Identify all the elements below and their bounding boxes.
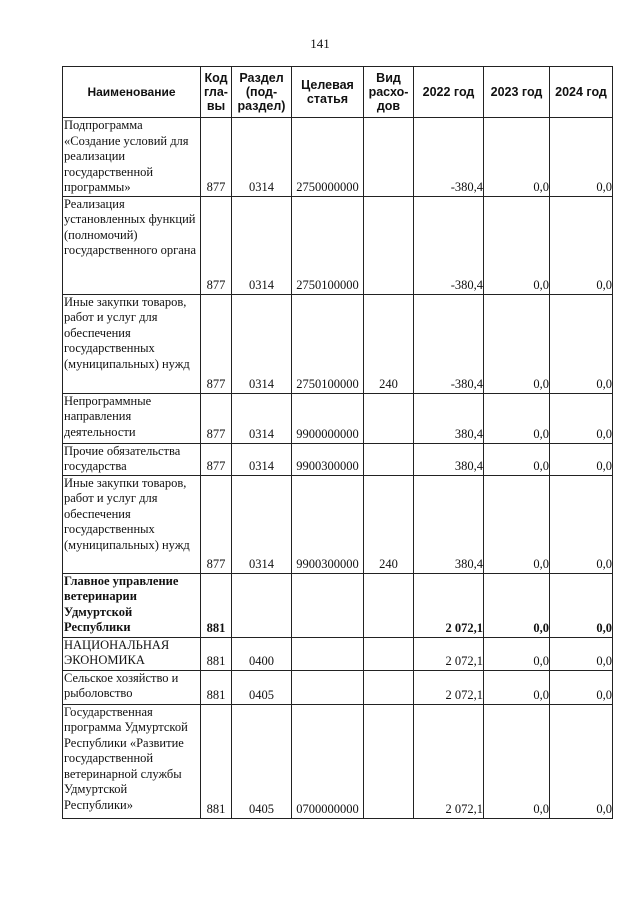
- cell-name: Иные закупки товаров, работ и услуг для обеспечения государственных (муниципальных) нужд: [63, 294, 201, 393]
- cell-target: [292, 670, 364, 704]
- cell-section: 0314: [232, 294, 292, 393]
- cell-target: [292, 637, 364, 670]
- cell-code: 877: [201, 118, 232, 197]
- cell-target: 2750000000: [292, 118, 364, 197]
- cell-section: 0314: [232, 475, 292, 573]
- cell-code: 877: [201, 196, 232, 294]
- cell-target: 2750100000: [292, 294, 364, 393]
- cell-name: Реализация установленных функций (полномочий) государственного органа: [63, 196, 201, 294]
- cell-kind: [364, 637, 414, 670]
- cell-section: 0400: [232, 637, 292, 670]
- cell-y2023: 0,0: [484, 443, 550, 475]
- table-row: [63, 670, 613, 704]
- table-row: [63, 637, 613, 670]
- cell-y2024: 0,0: [550, 196, 613, 294]
- cell-y2022: 2 072,1: [414, 704, 484, 818]
- cell-section: 0314: [232, 196, 292, 294]
- cell-code: 877: [201, 475, 232, 573]
- cell-y2024: 0,0: [550, 704, 613, 818]
- cell-target: 9900000000: [292, 393, 364, 443]
- cell-section: [232, 573, 292, 637]
- cell-y2022: -380,4: [414, 118, 484, 197]
- cell-y2024: 0,0: [550, 443, 613, 475]
- cell-y2024: 0,0: [550, 670, 613, 704]
- cell-section: 0314: [232, 393, 292, 443]
- cell-code: 881: [201, 573, 232, 637]
- cell-target: [292, 573, 364, 637]
- cell-code: 881: [201, 704, 232, 818]
- cell-kind: [364, 670, 414, 704]
- budget-table: [62, 66, 613, 819]
- cell-y2024: 0,0: [550, 118, 613, 197]
- cell-target: 9900300000: [292, 443, 364, 475]
- cell-target: 0700000000: [292, 704, 364, 818]
- cell-y2022: 2 072,1: [414, 670, 484, 704]
- cell-y2023: 0,0: [484, 393, 550, 443]
- cell-code: 881: [201, 637, 232, 670]
- table-row: [63, 573, 613, 637]
- cell-y2023: 0,0: [484, 118, 550, 197]
- cell-y2023: 0,0: [484, 637, 550, 670]
- table-row: [63, 294, 613, 393]
- cell-code: 877: [201, 294, 232, 393]
- cell-kind: [364, 443, 414, 475]
- table-row: [63, 118, 613, 197]
- cell-y2022: -380,4: [414, 196, 484, 294]
- cell-name: Сельское хозяйство и рыболовство: [63, 670, 201, 704]
- cell-section: 0405: [232, 670, 292, 704]
- cell-target: 2750100000: [292, 196, 364, 294]
- cell-name: Иные закупки товаров, работ и услуг для обеспечения государственных (муниципальных) нужд: [63, 475, 201, 573]
- cell-y2023: 0,0: [484, 196, 550, 294]
- header-kind: Вид расхо-дов: [364, 67, 414, 118]
- cell-y2024: 0,0: [550, 393, 613, 443]
- table-row: [63, 704, 613, 818]
- cell-y2022: 380,4: [414, 443, 484, 475]
- table-row: [63, 196, 613, 294]
- table-row: [63, 393, 613, 443]
- cell-y2022: -380,4: [414, 294, 484, 393]
- cell-kind: [364, 118, 414, 197]
- cell-y2024: 0,0: [550, 573, 613, 637]
- cell-y2023: 0,0: [484, 573, 550, 637]
- cell-name: Государственная программа Удмуртской Республики «Развитие государственной ветеринарной службы Удмуртской Республики»: [63, 704, 201, 818]
- cell-y2023: 0,0: [484, 704, 550, 818]
- table-body: [63, 118, 613, 819]
- cell-y2022: 380,4: [414, 475, 484, 573]
- cell-y2022: 380,4: [414, 393, 484, 443]
- cell-name: НАЦИОНАЛЬНАЯ ЭКОНОМИКА: [63, 637, 201, 670]
- header-target: Целевая статья: [292, 67, 364, 118]
- table-row: [63, 443, 613, 475]
- cell-kind: 240: [364, 294, 414, 393]
- cell-y2022: 2 072,1: [414, 573, 484, 637]
- header-2024: 2024 год: [550, 67, 613, 118]
- cell-y2024: 0,0: [550, 637, 613, 670]
- cell-target: 9900300000: [292, 475, 364, 573]
- cell-code: 877: [201, 393, 232, 443]
- cell-section: 0314: [232, 118, 292, 197]
- cell-y2022: 2 072,1: [414, 637, 484, 670]
- header-name: Наименование: [63, 67, 201, 118]
- cell-kind: 240: [364, 475, 414, 573]
- cell-name: Прочие обязательства государства: [63, 443, 201, 475]
- cell-kind: [364, 393, 414, 443]
- cell-name: Подпрограмма «Создание условий для реализации государственной программы»: [63, 118, 201, 197]
- cell-kind: [364, 196, 414, 294]
- page-number: 141: [310, 36, 330, 51]
- table-header-row: [63, 67, 613, 118]
- header-code: Код гла-вы: [201, 67, 232, 118]
- header-2023: 2023 год: [484, 67, 550, 118]
- cell-kind: [364, 573, 414, 637]
- cell-y2023: 0,0: [484, 670, 550, 704]
- table-row: [63, 475, 613, 573]
- cell-y2024: 0,0: [550, 475, 613, 573]
- cell-name: Главное управление ветеринарии Удмуртской Республики: [63, 573, 201, 637]
- cell-section: 0314: [232, 443, 292, 475]
- cell-code: 881: [201, 670, 232, 704]
- cell-kind: [364, 704, 414, 818]
- cell-name: Непрограммные направления деятельности: [63, 393, 201, 443]
- cell-y2023: 0,0: [484, 294, 550, 393]
- cell-code: 877: [201, 443, 232, 475]
- header-section: Раздел (под-раздел): [232, 67, 292, 118]
- cell-y2023: 0,0: [484, 475, 550, 573]
- header-2022: 2022 год: [414, 67, 484, 118]
- cell-y2024: 0,0: [550, 294, 613, 393]
- cell-section: 0405: [232, 704, 292, 818]
